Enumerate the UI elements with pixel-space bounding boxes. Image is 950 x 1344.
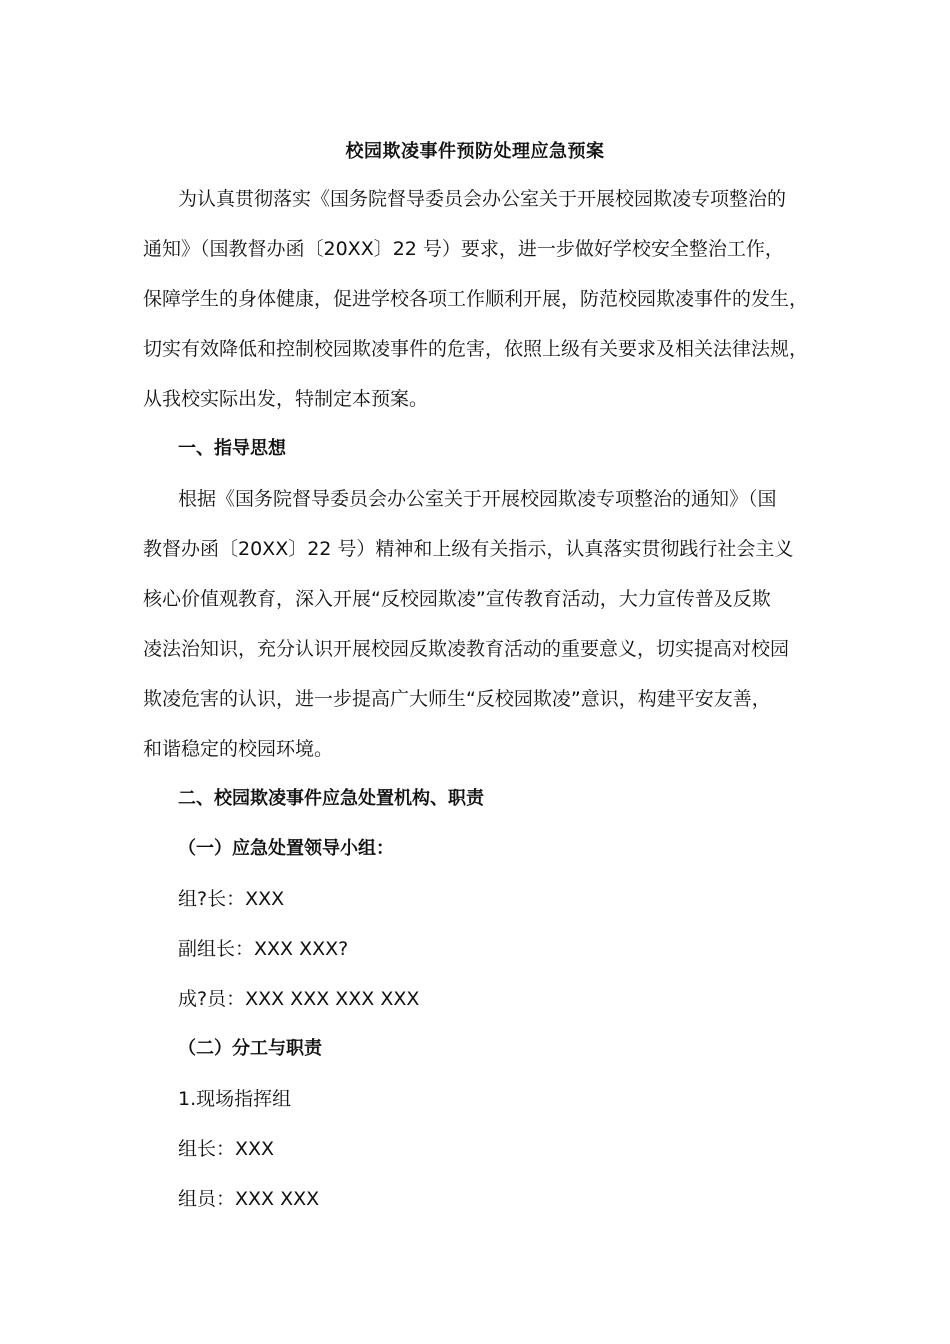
section1-line-2: 教督办函〔20XX〕22 号）精神和上级有关指示，认真落实贯彻践行社会主义 (143, 538, 794, 560)
subsection-heading-leading-group: （一）应急处置领导小组： (178, 838, 394, 859)
section-heading-organization: 二、校园欺凌事件应急处置机构、职责 (178, 788, 484, 809)
intro-line-3: 保障学生的身体健康，促进学校各项工作顺利开展，防范校园欺凌事件的发生， (143, 288, 809, 310)
intro-line-1: 为认真贯彻落实《国务院督导委员会办公室关于开展校园欺凌专项整治的 (178, 188, 787, 210)
section1-line-3: 核心价值观教育，深入开展“反校园欺凌”宣传教育活动，大力宣传普及反欺 (143, 588, 771, 610)
section1-line-4: 凌法治知识，充分认识开展校园反欺凌教育活动的重要意义，切实提高对校园 (143, 638, 790, 660)
section1-line-6: 和谐稳定的校园环境。 (143, 738, 334, 760)
intro-line-2: 通知》（国教督办函〔20XX〕22 号）要求，进一步做好学校安全整治工作， (143, 238, 784, 260)
field-command-leader: 组长：XXX (178, 1138, 275, 1160)
section1-line-1: 根据《国务院督导委员会办公室关于开展校园欺凌专项整治的通知》（国 (178, 488, 777, 510)
section-heading-guiding-ideology: 一、指导思想 (178, 438, 286, 459)
vice-leader-line: 副组长：XXX XXX? (178, 938, 349, 960)
intro-line-5: 从我校实际出发，特制定本预案。 (143, 388, 429, 410)
field-command-members: 组员：XXX XXX (178, 1188, 320, 1210)
document-title: 校园欺凌事件预防处理应急预案 (345, 141, 605, 162)
document-body (143, 174, 827, 1224)
members-line: 成?员：XXX XXX XXX XXX (178, 988, 420, 1010)
leader-line: 组?长：XXX (178, 888, 285, 910)
subsection-heading-division: （二）分工与职责 (178, 1038, 322, 1059)
intro-paragraph (143, 174, 827, 424)
section1-line-5: 欺凌危害的认识，进一步提高广大师生“反校园欺凌”意识，构建平安友善， (143, 688, 771, 710)
guiding-ideology-paragraph (143, 474, 827, 774)
intro-line-4: 切实有效降低和控制校园欺凌事件的危害，依照上级有关要求及相关法律法规， (143, 338, 809, 360)
item-heading-field-command: 1.现场指挥组 (178, 1088, 292, 1110)
